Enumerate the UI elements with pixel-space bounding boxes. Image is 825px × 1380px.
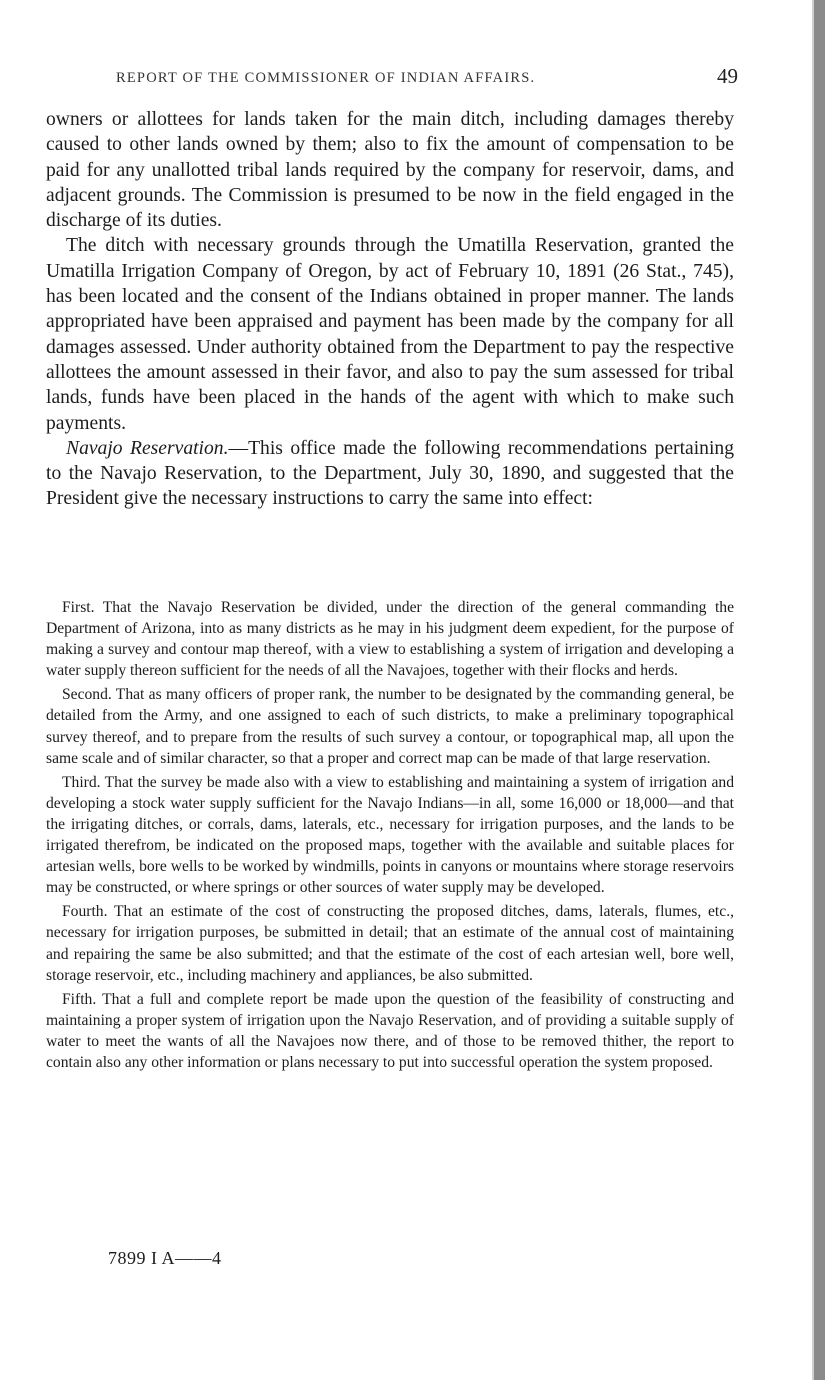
page-number: 49 bbox=[717, 64, 738, 88]
section-lead-navajo: Navajo Reservation. bbox=[66, 437, 229, 459]
recommendations-block bbox=[46, 597, 734, 1076]
recommendation-fifth: Fifth. That a full and complete report be made upon the question of the feasibility of constructing and maintaining a proper system of irrigation upon the Navajo Reservation, and of providing a suitable supply of water to meet the wants of all the Navajoes now there, and of those to be removed thither, the report to contain also any other information or plans necessary to put into successful operation the system proposed. bbox=[46, 990, 734, 1071]
recommendation-fourth: Fourth. That an estimate of the cost of constructing the proposed ditches, dams, laterals, flumes, etc., necessary for irrigation purposes, be submitted in detail; that an estimate of the annual cost of maintaining and repairing the same be also submitted; and that the estimate of the cost of each artesian well, bore well, storage reservoir, etc., including machinery and appliances, be also submitted. bbox=[46, 903, 734, 984]
recommendation-third: Third. That the survey be made also with a view to establishing and maintaining a system of irrigation and developing a stock water supply sufficient for the Navajo Indians—in all, some 16,000 or 18,000—and that the irrigating ditches, or corrals, dams, laterals, etc., necessary for irrigation purposes, and the lands to be irrigated therefrom, be indicated on the proposed maps, together with the available and suitable places for artesian wells, bore wells to be worked by windmills, points in canyons or mountains where storage reservoirs may be constructed, or where springs or other sources of water supply may be developed. bbox=[46, 773, 734, 897]
paragraph-navajo-text: —This office made the following recommendations pertaining to the Navajo Reservation, to the Department, July 30, 1890, and suggested that the President give the necessary instructions to carry the same into effect: bbox=[46, 437, 735, 510]
recommendation-first: First. That the Navajo Reservation be divided, under the direction of the general commanding the Department of Arizona, into as many districts as he may in his judgment deem expedient, for the purpose of making a survey and contour map thereof, with a view to establishing a system of irrigation and developing a water supply thereon sufficient for the needs of all the Navajoes, together with their flocks and herds. bbox=[46, 599, 734, 680]
recommendation-second: Second. That as many officers of proper rank, the number to be designated by the commanding general, be detailed from the Army, and one assigned to each of such districts, to make a preliminary topographical survey thereof, and to prepare from the results of such survey a contour, or topographical map, all upon the same scale and of similar character, so that a proper and correct map can be made of that large reservation. bbox=[46, 686, 734, 767]
body-text bbox=[46, 107, 734, 512]
page-edge bbox=[814, 0, 825, 1380]
printer-signature: 7899 I A——4 bbox=[108, 1248, 222, 1268]
page-header bbox=[46, 64, 738, 94]
running-head: REPORT OF THE COMMISSIONER OF INDIAN AFFAIRS. bbox=[116, 70, 536, 86]
paragraph-umatilla: The ditch with necessary grounds through the Umatilla Reservation, granted the Umatilla Irrigation Company of Oregon, by act of February 10, 1891 (26 Stat., 745), has been located and the consent of the Indians obtained in proper manner. The lands appropriated have been appraised and payment has been made by the company for all damages assessed. Under authority obtained from the Department to pay the respective allottees the amount assessed in their favor, and also to pay the sum assessed for tribal lands, funds have been placed in the hands of the agent with which to make such payments. bbox=[46, 235, 734, 434]
paragraph-continuation: owners or allottees for lands taken for the main ditch, including damages thereby caused to other lands owned by them; also to fix the amount of compensation to be paid for any unallotted tribal lands required by the company for reservoir, dams, and adjacent grounds. The Commission is presumed to be now in the field engaged in the discharge of its duties. bbox=[46, 109, 734, 232]
paragraph-navajo bbox=[46, 436, 734, 512]
